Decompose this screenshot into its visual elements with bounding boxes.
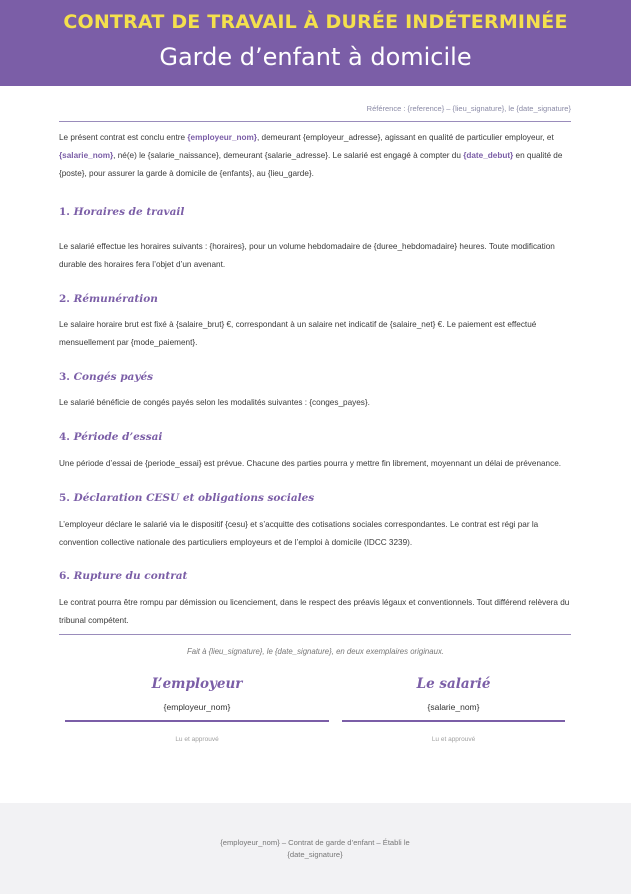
employer-approval-note: Lu et approuvé bbox=[175, 736, 219, 743]
section-heading bbox=[59, 431, 162, 443]
section-heading bbox=[59, 371, 153, 383]
signature-place-date: Fait à {lieu_signature}, le {date_signature}, en deux exemplaires originaux. bbox=[186, 647, 445, 656]
section-number: 1. bbox=[59, 206, 70, 218]
section-number: 5. bbox=[59, 492, 70, 504]
section-text: L’employeur déclare le salarié via le dispositif {cesu} et s’acquitte des cotisations sociales correspondantes. Le contrat est régi par la convention collective nationale des particuliers employeurs et de l’emploi à domicile (IDCC 3239). bbox=[59, 520, 539, 547]
employer-name: {employeur_nom} bbox=[163, 702, 231, 712]
intro-start-date: {date_debut} bbox=[463, 151, 514, 160]
employee-role: Le salarié bbox=[416, 676, 491, 692]
section-title: Horaires de travail bbox=[73, 206, 185, 218]
section-heading bbox=[59, 206, 184, 218]
section-text: Le contrat pourra être rompu par démission ou licenciement, dans le respect des préavis légaux et conventionnels. Tout différend relèvera du tribunal compétent. bbox=[59, 598, 570, 625]
intro-text-3: , né(e) le {salarie_naissance}, demeurant {salarie_adresse}. Le salarié est engagé à compter du bbox=[113, 151, 464, 160]
page-footer bbox=[0, 803, 631, 894]
section-title: Déclaration CESU et obligations sociales bbox=[73, 492, 315, 504]
section-number: 4. bbox=[59, 431, 70, 443]
section-heading bbox=[59, 293, 158, 305]
document-subtitle: Garde d’enfant à domicile bbox=[159, 43, 472, 71]
intro-text-2: , demeurant {employeur_adresse}, agissant en qualité de particulier employeur, et bbox=[256, 133, 554, 142]
employer-role: L’employeur bbox=[151, 676, 243, 692]
section-text: Le salarié bénéficie de congés payés selon les modalités suivantes : {conges_payes}. bbox=[59, 398, 370, 407]
employee-signature-block bbox=[342, 676, 565, 743]
section-number: 2. bbox=[59, 293, 70, 305]
intro-text-4: en qualité de {poste}, pour assurer la garde à domicile de {enfants}, au {lieu_garde}. bbox=[59, 151, 563, 178]
section-title: Congés payés bbox=[73, 371, 154, 383]
intro-paragraph bbox=[59, 129, 571, 183]
employer-signature-line bbox=[65, 720, 329, 722]
reference-line: Référence : {reference} – {lieu_signature}, le {date_signature} bbox=[366, 104, 571, 113]
section-title: Période d’essai bbox=[73, 431, 163, 443]
intro-employer-name: {employeur_nom} bbox=[187, 133, 257, 142]
document-title: CONTRAT DE TRAVAIL À DURÉE INDÉTERMINÉE bbox=[63, 11, 568, 33]
section-number: 3. bbox=[59, 371, 70, 383]
employer-signature-block bbox=[65, 676, 329, 743]
section-heading bbox=[59, 570, 187, 582]
section-text: Le salaire horaire brut est fixé à {salaire_brut} €, correspondant à un salaire net indicatif de {salaire_net} €. Le paiement est effectué mensuellement par {mode_paiement}. bbox=[59, 320, 537, 347]
section-text: Une période d’essai de {periode_essai} est prévue. Chacune des parties pourra y mettre fin librement, moyennant un délai de prévenance. bbox=[59, 459, 562, 468]
section-title: Rupture du contrat bbox=[73, 570, 188, 582]
top-divider bbox=[59, 121, 571, 122]
section-text: Le salarié effectue les horaires suivants : {horaires}, pour un volume hebdomadaire de {duree_hebdomadaire} heures. Toute modification durable des horaires fera l’objet d’un avenant. bbox=[59, 242, 555, 269]
bottom-divider bbox=[59, 634, 571, 635]
employee-signature-line bbox=[342, 720, 565, 722]
document-header bbox=[0, 0, 631, 86]
employee-approval-note: Lu et approuvé bbox=[431, 736, 476, 743]
footer-text: {employeur_nom} – Contrat de garde d’enfant – Établi le {date_signature} bbox=[220, 838, 410, 859]
intro-employee-name: {salarie_nom} bbox=[59, 151, 114, 160]
section-heading bbox=[59, 492, 314, 504]
intro-text-1: Le présent contrat est conclu entre bbox=[59, 133, 188, 142]
employee-name: {salarie_nom} bbox=[427, 702, 480, 712]
section-number: 6. bbox=[59, 570, 70, 582]
section-title: Rémunération bbox=[73, 293, 158, 305]
